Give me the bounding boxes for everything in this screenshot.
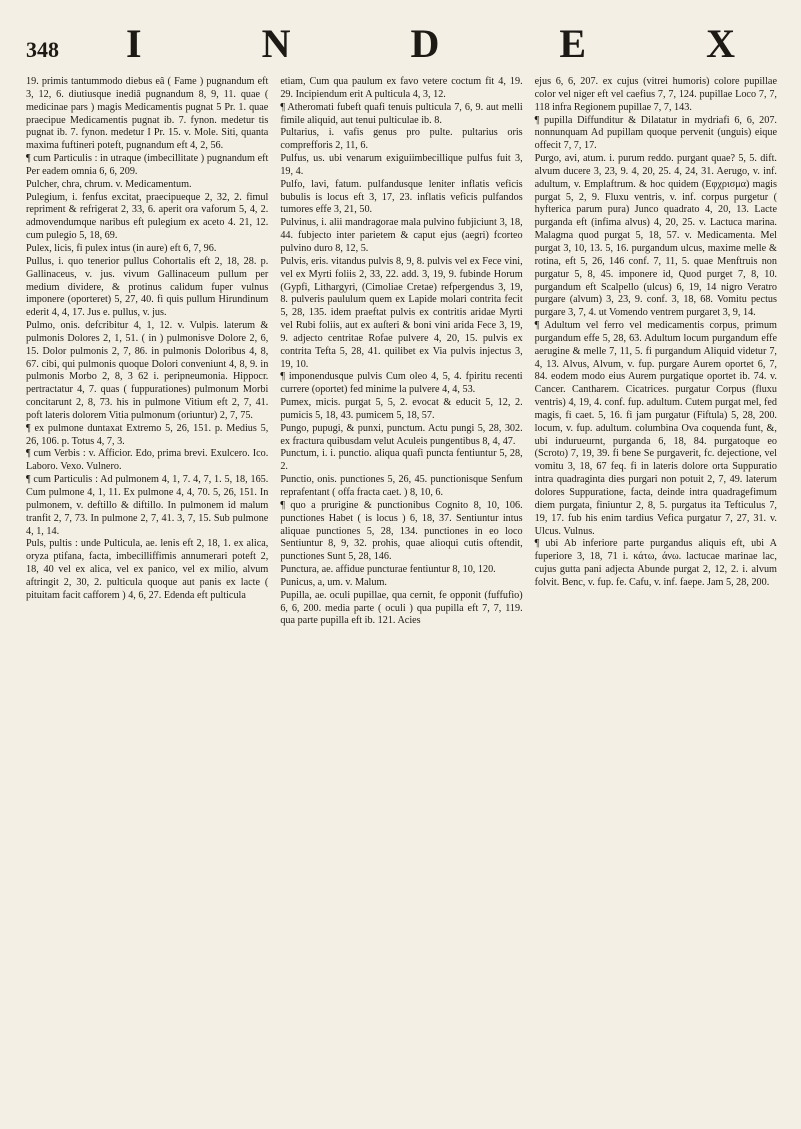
index-entry: ¶ imponendusque pulvis Cum oleo 4, 5, 4. fpiritu recenti currere (oportet) fed minime la pulvere 4, 4, 53. [280, 371, 523, 396]
running-title-letter: I [126, 21, 144, 66]
index-entry: Pumex, micis. purgat 5, 5, 2. evocat & educit 5, 12, 2. pumicis 5, 18, 43. pumicem 5, 18, 57. [280, 397, 523, 421]
index-entry: Punctura, ae. affidue puncturae fentiuntur 8, 10, 120. [280, 564, 496, 576]
index-entry: ¶ cum Particulis : Ad pulmonem 4, 1, 7. 4, 7, 1. 5, 18, 165. Cum pulmone 4, 1, 11. Ex pulmone 4, 4, 70. 5, 26, 151. In pulmonem, v. deftillo & diftillo. In pulmonem id malum tranfit 2, 7, 73. In pulmone 2, 7, 41. 3, 7, 15. Sub pulmone 4, 1, 14. [26, 474, 269, 537]
index-entry: ¶ ubi Ab inferiore parte purgandus aliquis eft, ubi A fuperiore 3, 18, 71 i. κάτω, άνω. lactucae marinae lac, cujus gutta pani adjecta Abunde purgat 2, 12, 2. i. alvum folvit. Benc, v. fup. fe. Cafu, v. inf. faepe. Jam 5, 28, 200. [534, 538, 777, 588]
running-title-letter: E [559, 21, 589, 66]
running-title-letter: X [706, 21, 737, 66]
index-entry: Pulfo, lavi, fatum. pulfandusque leniter inflatis veficis bubulis is locus eft 3, 17, 23. inflatis veficis pulfandos tumores effe 3, 21, 50. [280, 178, 523, 216]
index-columns [26, 76, 777, 628]
index-entry: 19. primis tantummodo diebus eâ ( Fame ) pugnandum eft 3, 12, 6. diutiusque inediâ pugnandum 8, 9, 11. quae ( medicinae pars ) magis Medicamentis pugnat 5 Pr. 1. quae praecipue Medicamentis pugnat ib. 7. fynon. medetur tis pugnat ib. 7. fynon. medetur I Pr. 15. v. Mole. Siti, quanta maxima fuftineri poteft, pugnandum eft 4, 2, 56. [26, 76, 269, 152]
running-title-letter: N [261, 21, 293, 66]
page-header [26, 20, 777, 74]
running-title-letter: D [410, 21, 442, 66]
index-entry: Punctio, onis. punctiones 5, 26, 45. punctionisque Senfum reprafentant ( offa fracta caet. ) 8, 10, 6. [280, 474, 523, 498]
index-entry: Pulcher, chra, chrum. v. Medicamentum. [26, 178, 192, 190]
index-entry: ¶ cum Verbis : v. Afficior. Edo, prima brevi. Exulcero. Ico. Laboro. Vexo. Vulnero. [26, 448, 269, 473]
index-entry: ejus 6, 6, 207. ex cujus (vitrei humoris) colore pupillae color vel niger eft vel caefius 7, 7, 124. pupillae Loco 7, 7, 118 infra Regionem pupillae 7, 7, 143. [534, 76, 777, 113]
index-column-3 [535, 76, 777, 628]
index-entry: Pultarius, i. vafis genus pro pulte. pultarius oris comprefforis 2, 11, 6. [280, 127, 523, 152]
index-entry: etiam, Cum qua paulum ex favo vetere coctum fit 4, 19. 29. Incipiendum erit A pulticula 4, 3, 12. [280, 76, 523, 100]
index-entry: Pulfus, us. ubi venarum exiguiimbecillique pulfus fuit 3, 19, 4. [280, 153, 523, 177]
index-entry: ¶ quo a prurigine & punctionibus Cognito 8, 10, 106. punctiones Habet ( is locus ) 6, 18, 37. Sentiuntur intus aliquae punctiones 5, 28, 134. punctiones in eo loco Sentiuntur 8, 9, 32. prohis, quae alioqui cutis oftendit, punctiones Sunt 5, 28, 146. [280, 499, 523, 563]
index-entry: Pulvinus, i. alii mandragorae mala pulvino fubjiciunt 3, 18, 44. fubjecto inter parietem & caput ejus (aegri) fcorteo pulvino duro 8, 12, 5. [280, 217, 523, 254]
index-entry: Purgo, avi, atum. i. purum reddo. purgant quae? 5, 5. dift. alvum ducere 3, 23, 9. 4, 20, 25. 4, 24, 31. Aerugo, v. inf. adultum, v. Emplaftrum. & hoc quidem (Εφχρισμα) magis purgat 5, 2, 9. Fluxu ventris, v. inf. corpus purgetur ( hyfterica parum pura) Junco quadrato 4, 20, 13. Lacte purganda eft (infima alvus) 4, 20, 25. v. Lactuca marina. Malagma quod purgat 5, 18, 57. v. Medicamenta. Mel purgat 3, 10, 13. 5, 16. purgandum ulcus, maxime melle & rotina, eft 5, 26, 146 conf. 7, 11, 5. quae Menftruis non purgatur 5, 8, 45. imponere id, Quod purget 7, 8, 10. purgandum eft Scalpello (ulcus) 6, 19, 14 nigro Veratro purgare (alvum) 3, 23, 9. conf. 3, 18, 68. Vomitu pectus purgare 3, 7, 4. ut Vomendo ventrem purgaret 3, 9, 14. [534, 153, 777, 319]
index-entry: ¶ Adultum vel ferro vel medicamentis corpus, primum purgandum effe 5, 28, 63. Adultum locum purgandum effe aerugine & melle 7, 11, 5. fi purgandum Aliquid videtur 7, 4, 13. Alvus, Alvum, v. fup. purgare Aurem oportet 6, 7, 84. eodem modo eius Aurem purgatique oportet ib. 74. v. Cancer. Cantharem. Cicatrices. purgatur Corpus (fluxu ventris) 4, 19, 4. conf. fup. adultum. Cutem purgat mel, fed magis, fi caet. 5, 16. fi jam purgatur (Fiftula) 5, 28, 200. locum, v. fup. adultum. columbina Ova coquenda funt, &, ubi indurueurnt, purganda 6, 18, 84. purgatoque eo (Scroto) 7, 19, 39. fi bene Se purgaverit, fc. dejectione, vel vomitu 3, 18, 67 feq. fi in lateris dolore orta Suppuratio intra quadraginta dies purgari non potuit 2, 7, 49. laterum dolores Suppuratione, facta, deinde intra quadragefimum diem purgata, finiuntur 2, 8, 5. purgatus ita Tefticulus 7, 19, 17. fub his enim tardius Vefica purgatur 7, 27, 31. v. Ulcus. Vulnus. [534, 320, 777, 537]
index-entry: Pulex, licis, fi pulex intus (in aure) eft 6, 7, 96. [26, 242, 217, 254]
index-entry: ¶ ex pulmone duntaxat Extremo 5, 26, 151. p. Medius 5, 26, 106. p. Totus 4, 7, 3. [26, 422, 269, 447]
index-column-1 [26, 76, 268, 628]
running-title [86, 20, 777, 67]
index-entry: ¶ Atheromati fubeft quafi tenuis pulticula 7, 6, 9. aut melli fimile aliquid, aut tenui pulticulae ib. 8. [280, 101, 523, 126]
page-number: 348 [26, 37, 59, 62]
index-column-2 [280, 76, 522, 628]
index-entry: ¶ pupilla Diffunditur & Dilatatur in mydriafi 6, 6, 207. nonnunquam Ad pupillam quoque pervenit (unguis) eique offecit 7, 7, 17. [534, 114, 777, 152]
index-entry: Pupilla, ae. oculi pupillae, qua cernit, fe opponit (fuffufio) 6, 6, 200. media parte ( oculi ) qua pupilla eft 7, 7, 119. qua parte pupilla eft ib. 121. Acies [280, 589, 523, 627]
index-entry: Pulvis, eris. vitandus pulvis 8, 9, 8. pulvis vel ex Fece vini, vel ex Myrti foliis 2, 33, 22. add. 3, 19, 9. fubinde Horum (Gypfi, Lithargyri, (Cimoliae Cretae) refpergendus 3, 19, 8. pulveris paululum quem ex Lapide molari contrita fecit 5, 28, 135. idem praeftat pulvis ex contritis aridae Myrti vel Rubi foliis, aut ex auſteri & boni vini arida Fece 3, 19, 9. adjecto centritae Rofae pulvere 4, 20, 15. pulvis ex contrita Tefta 5, 28, 41. quilibet ex Via pulvis injectus 3, 19, 10. [280, 255, 523, 370]
index-entry: Pulegium, i. fenfus excitat, praecipueque 2, 32, 2. fimul repriment & refrigerat 2, 33, 6. aperit ora vaforum 5, 4, 2. admovendumque naribus eft pulegium ex aceto 4. 21, 12. cum pulegio 5, 18, 69. [26, 191, 269, 242]
index-entry: Punctum, i. i. punctio. aliqua quafi puncta fentiuntur 5, 28, 2. [280, 448, 523, 473]
index-entry: Pullus, i. quo tenerior pullus Cohortalis eft 2, 18, 28. p. Gallinaceus, v. jus. vivum Gallinaceum pullum per medium dividere, & protinus calidum fuper vulnus imponere (oporteret) 5, 27, 40. fi quis pullum Hirundinum ederit 4, 4, 17. Jus e. pullus, v. jus. [26, 255, 269, 319]
index-entry: Puls, pultis : unde Pulticula, ae. lenis eft 2, 18, 1. ex alica, oryza ptifana, facta, imbecilliffimis annumerari poteft 2, 18, 40 vel ex alica, vel ex panico, vel ex milio, alvum aftringit 2, 30, 2. pulticula quoque aut panis ex lacte ( pituitam facit cafforem ) 4, 6, 27. Edenda eft pulticula [26, 538, 269, 601]
index-entry: Punicus, a, um. v. Malum. [280, 576, 387, 588]
index-entry: ¶ cum Particulis : in utraque (imbecillitate ) pugnandum eft Per eadem omnia 6, 6, 209. [26, 153, 269, 177]
index-entry: Pulmo, onis. defcribitur 4, 1, 12. v. Vulpis. laterum & pulmonis Dolores 2, 1, 51. ( in ) pulmonisve Dolore 2, 6, 15. Dolor pulmonis 2, 7, 86. in pulmonis Doloribus 4, 8, 67. cibi, qui pulmonis quoque Dolori conveniunt 4, 8, 9. in pulmonis Morbo 2, 8, 3 62 i. peripneumonia. Hippocr. pertractatur 4, 7. quas ( fuppurationes) pulmonum Morbi concitarunt 2, 8, 73. his in pulmone Vitium eft 2, 7, 41. poft lateris dolorem Vitia pulmonum (oriuntur) 2, 7, 75. [26, 320, 269, 421]
index-entry: Pungo, pupugi, & punxi, punctum. Actu pungi 5, 28, 302. ex fractura quibusdam velut Aculeis pungentibus 8, 4, 47. [280, 422, 523, 447]
